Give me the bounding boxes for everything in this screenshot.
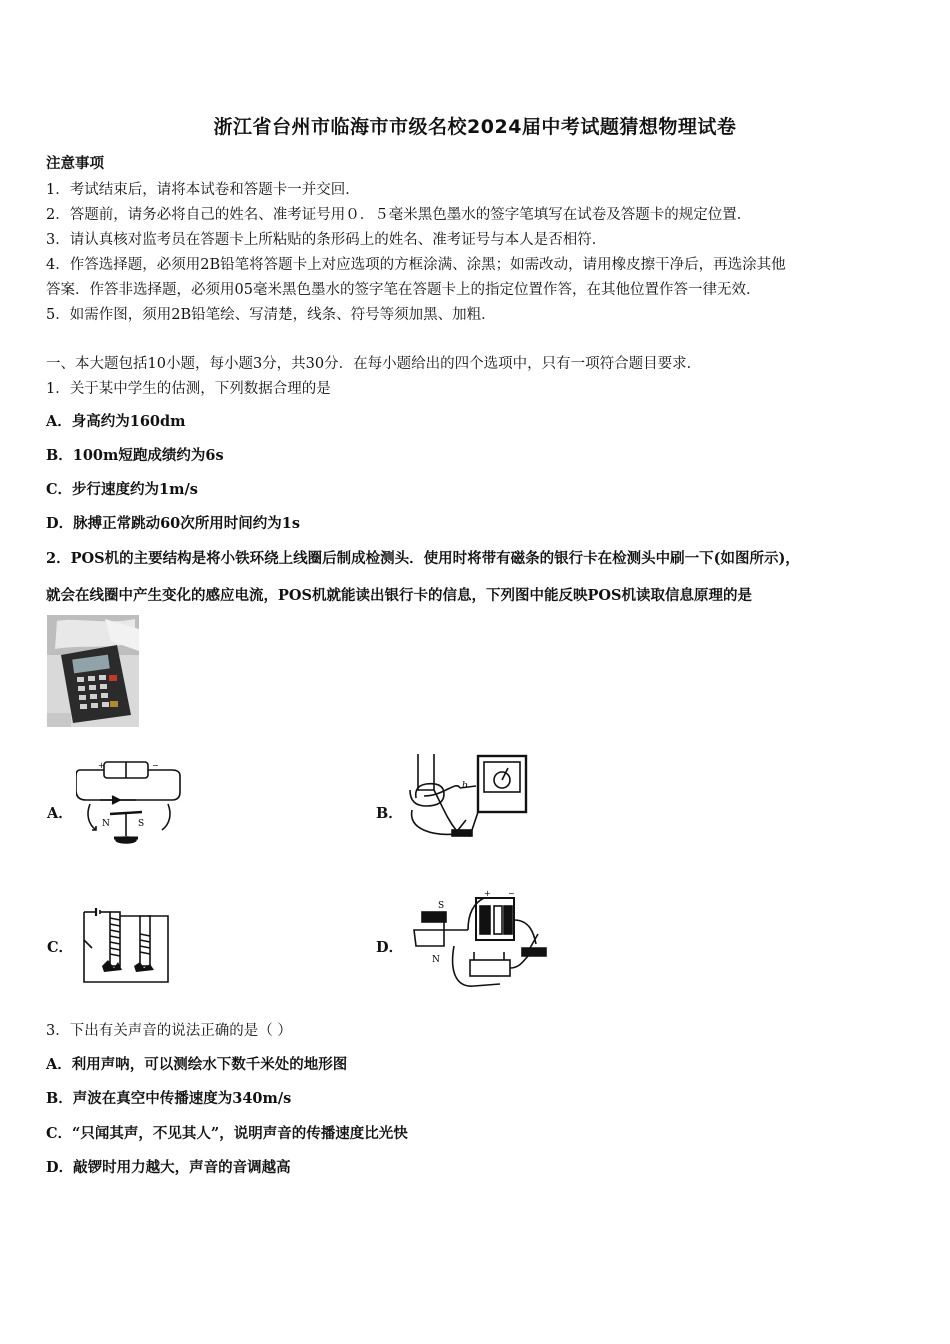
svg-text:+: + (484, 890, 491, 898)
figure-a-motor-diagram (76, 756, 182, 846)
svg-text:−: − (152, 761, 159, 770)
svg-text:+: + (98, 761, 105, 770)
svg-text:N: N (432, 955, 440, 965)
question-2-option-a-label: A． (47, 805, 73, 822)
question-1-option-c: C．步行速度约为1m/s (46, 481, 198, 498)
question-1-stem: 1．关于某中学生的估测，下列数据合理的是 (46, 381, 331, 397)
question-1-option-b: B．100m短跑成绩约为6s (46, 447, 224, 464)
notice-item: 3．请认真核对监考员在答题卡上所粘贴的条形码上的姓名、准考证号与本人是否相符． (46, 232, 607, 248)
notice-item: 5．如需作图，须用2B铅笔绘、写清楚，线条、符号等须加黑、加粗． (46, 307, 496, 323)
svg-text:S: S (138, 819, 145, 829)
exam-title: 浙江省台州市临海市市级名校2024届中考试题猜想物理试卷 (213, 116, 737, 138)
question-2-option-d-label: D． (376, 939, 404, 956)
figure-d-circuit-diagram (404, 890, 554, 994)
section-header: 一、本大题包括10小题，每小题3分，共30分．在每小题给出的四个选项中，只有一项符合题目要求． (46, 356, 702, 372)
notice-item: 1．考试结束后，请将本试卷和答题卡一并交回． (46, 182, 360, 198)
question-2-stem-line2: 就会在线圈中产生变化的感应电流，POS机就能读出银行卡的信息，下列图中能反映POS机读取信息原理的是 (46, 587, 753, 604)
figure-b-galvanometer-diagram (404, 750, 530, 850)
question-2-stem-line1: 2．POS机的主要结构是将小铁环绕上线圈后制成检测头．使用时将带有磁条的银行卡在检测头中刷一下(如图所示)， (46, 550, 800, 567)
svg-text:−: − (508, 890, 515, 898)
question-3-stem: 3．下出有关声音的说法正确的是（ ） (46, 1023, 292, 1039)
svg-text:N: N (102, 819, 110, 829)
question-3-option-c: C．“只闻其声，不见其人”，说明声音的传播速度比光快 (46, 1125, 408, 1142)
svg-text:b: b (462, 781, 468, 791)
question-2-option-c-label: C． (47, 939, 74, 956)
question-3-option-b: B．声波在真空中传播速度为340m/s (46, 1090, 292, 1107)
figure-c-electromagnet-diagram (78, 904, 174, 986)
question-1-option-d: D．脉搏正常跳动60次所用时间约为1s (46, 515, 301, 532)
notice-item: 2．答题前，请务必将自己的姓名、准考证号用０．５毫米黑色墨水的签字笔填写在试卷及答题卡的规定位置． (46, 207, 752, 223)
notice-item: 4．作答选择题，必须用2B铅笔将答题卡上对应选项的方框涂满、涂黑；如需改动，请用橡皮擦干净后，再选涂其他 (46, 257, 786, 273)
svg-text:S: S (438, 901, 445, 911)
question-3-option-d: D．敲锣时用力越大，声音的音调越高 (46, 1159, 291, 1176)
question-3-option-a: A．利用声呐，可以测绘水下数千米处的地形图 (46, 1056, 348, 1073)
notice-heading: 注意事项 (46, 155, 104, 172)
question-1-option-a: A．身高约为160dm (46, 413, 186, 430)
notice-item: 答案．作答非选择题，必须用05毫米黑色墨水的签字笔在答题卡上的指定位置作答，在其他位置作答一律无效． (46, 282, 761, 298)
pos-machine-photo (47, 615, 139, 727)
question-2-option-b-label: B． (376, 805, 403, 822)
